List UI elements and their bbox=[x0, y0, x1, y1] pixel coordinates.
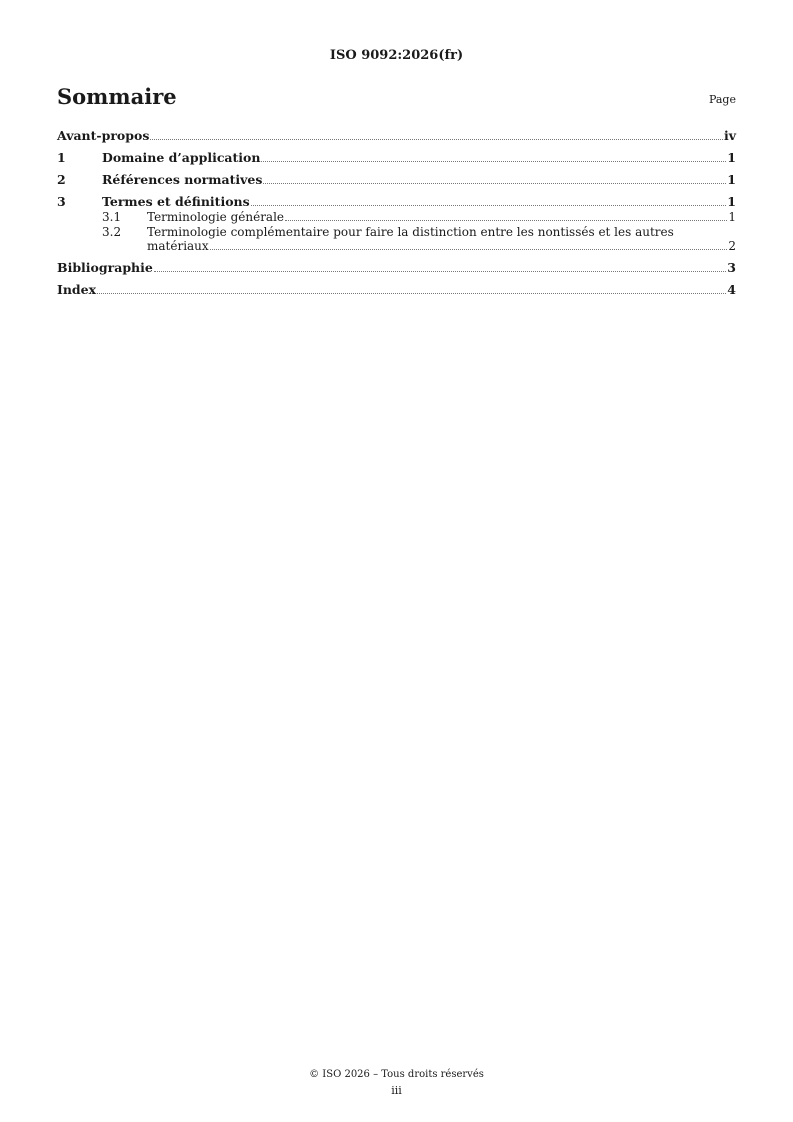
toc-leader-dots bbox=[285, 220, 727, 221]
page-number: iii bbox=[391, 1084, 402, 1097]
toc-leader-dots bbox=[251, 205, 727, 206]
toc-entry-number: 3.2 bbox=[102, 225, 122, 239]
toc-title: Sommaire bbox=[57, 84, 177, 109]
toc-entry-terminologie-complementaire[interactable] bbox=[57, 225, 736, 239]
toc-entry-label-line2: matériaux bbox=[147, 239, 209, 253]
document-identifier: ISO 9092:2026(fr) bbox=[329, 48, 464, 63]
toc-entry-terminologie-generale[interactable] bbox=[57, 210, 736, 224]
page-footer bbox=[0, 1067, 793, 1099]
toc-entry-page: 1 bbox=[727, 194, 736, 209]
copyright-notice: © ISO 2026 – Tous droits réservés bbox=[309, 1069, 484, 1080]
toc-entry-domaine[interactable] bbox=[57, 151, 736, 165]
toc-entry-number: 3 bbox=[57, 194, 66, 209]
toc-entry-label: Domaine d’application bbox=[102, 150, 261, 165]
toc-leader-dots bbox=[150, 139, 723, 140]
toc-leader-dots bbox=[97, 293, 726, 294]
toc-entry-terminologie-complementaire-continued[interactable] bbox=[57, 239, 736, 253]
toc-page-column-label: Page bbox=[708, 93, 736, 106]
toc-leader-dots bbox=[261, 161, 726, 162]
toc-entry-label: Bibliographie bbox=[57, 260, 153, 275]
toc-entry-page: iv bbox=[723, 128, 736, 143]
toc-entry-page: 2 bbox=[728, 239, 736, 253]
toc-entry-index[interactable] bbox=[57, 283, 736, 297]
toc-entry-page: 3 bbox=[727, 260, 736, 275]
toc-entry-number: 3.1 bbox=[102, 210, 122, 224]
toc-entry-page: 1 bbox=[728, 210, 736, 224]
toc-leader-dots bbox=[154, 271, 726, 272]
toc-entry-label: Terminologie générale bbox=[147, 210, 285, 224]
toc-entry-label: Termes et définitions bbox=[102, 194, 250, 209]
toc-leader-dots bbox=[263, 183, 726, 184]
toc-entry-termes[interactable] bbox=[57, 195, 736, 209]
toc-entry-label: Références normatives bbox=[102, 172, 263, 187]
toc-entry-bibliographie[interactable] bbox=[57, 261, 736, 275]
toc-entry-references[interactable] bbox=[57, 173, 736, 187]
toc-entry-number: 2 bbox=[57, 172, 66, 187]
toc-entry-label: Avant-propos bbox=[57, 128, 150, 143]
toc-entry-page: 4 bbox=[727, 282, 736, 297]
toc-entry-number: 1 bbox=[57, 150, 66, 165]
toc-entry-page: 1 bbox=[727, 172, 736, 187]
toc-entry-label-line1: Terminologie complémentaire pour faire la distinction entre les nontissés et les autres bbox=[147, 225, 674, 239]
toc-heading-row bbox=[57, 84, 736, 114]
table-of-contents bbox=[57, 129, 736, 297]
toc-entry-page: 1 bbox=[727, 150, 736, 165]
toc-leader-dots bbox=[210, 249, 728, 250]
toc-entry-avant-propos[interactable] bbox=[57, 129, 736, 143]
toc-entry-label: Index bbox=[57, 282, 97, 297]
